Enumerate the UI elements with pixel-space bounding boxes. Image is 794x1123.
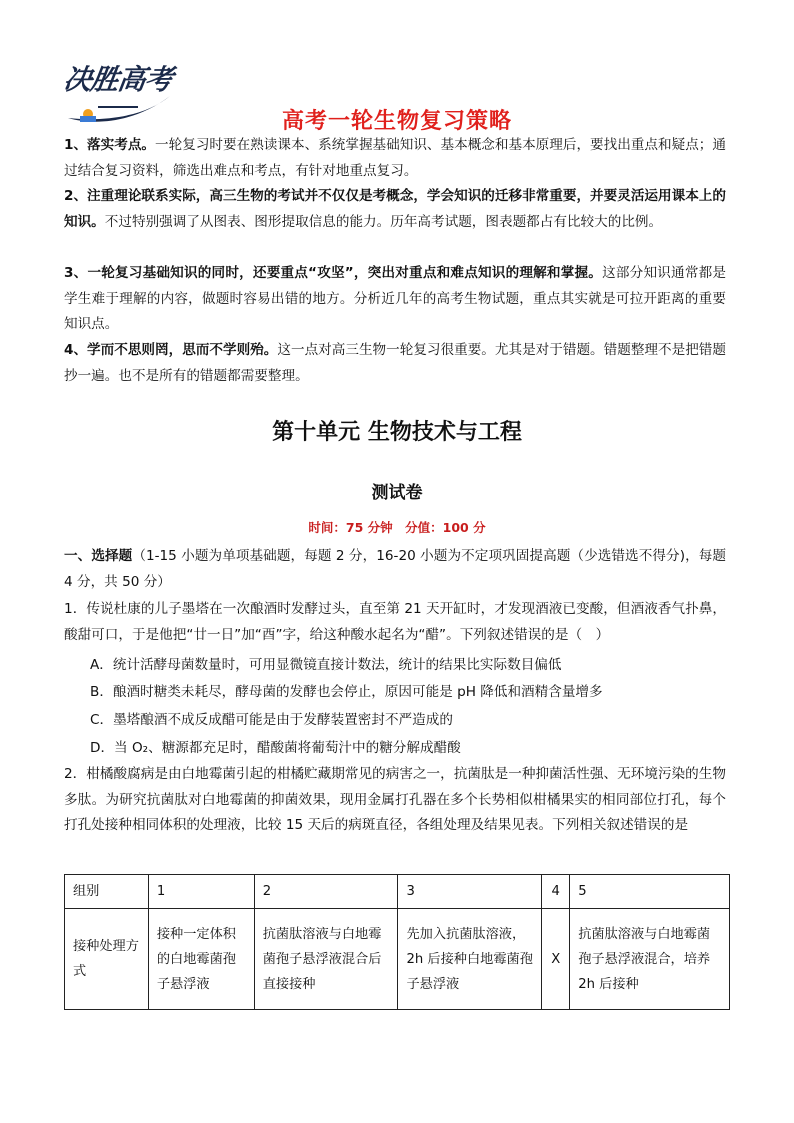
table-cell: 5 xyxy=(570,875,730,909)
table-cell: 先加入抗菌肽溶液，2h 后接种白地霉菌孢子悬浮液 xyxy=(398,909,542,1010)
question-1-stem: 1．传说杜康的儿子墨塔在一次酿酒时发酵过头，直至第 21 天开缸时，才发现酒液已变酸，但酒液香气扑鼻，酸甜可口，于是他把“廿一日”加“酉”字，给这种酸水起名为“醋”。下列叙述错误的是（ ） xyxy=(64,601,726,643)
result-table xyxy=(64,874,730,1010)
strategy-item-text: 这部分知识通常都是学生难于理解的内容，做题时容易出错的地方。分析近几年的高考生物试题，重点其实就是可拉开距离的重要知识点。 xyxy=(64,265,726,332)
q1-option-c: C．墨塔酿酒不成反成醋可能是由于发酵装置密封不严造成的 xyxy=(90,712,453,728)
strategy-item-bold: 2、注重理论联系实际，高三生物的考试并不仅仅是考概念，学会知识的迁移非常重要，并要灵活运用课本上的知识。 xyxy=(64,188,726,230)
table-cell: 3 xyxy=(398,875,542,909)
unit-title: 第十单元 生物技术与工程 xyxy=(272,420,522,445)
table-cell: 2 xyxy=(254,875,398,909)
table-cell: 组别 xyxy=(65,875,149,909)
section-label: 一、选择题 xyxy=(64,548,133,564)
table-cell: 抗菌肽溶液与白地霉菌孢子悬浮液混合，培养 2h 后接种 xyxy=(570,909,730,1010)
paper-title: 测试卷 xyxy=(371,483,423,503)
q1-option-d: D．当 O₂、糖源都充足时，醋酸菌将葡萄汁中的糖分解成醋酸 xyxy=(90,740,461,756)
strategy-item-1 xyxy=(64,133,726,184)
table-cell: X xyxy=(542,909,570,1010)
section-1-header xyxy=(64,544,726,595)
table-row xyxy=(65,909,730,1010)
table-cell: 抗菌肽溶液与白地霉菌孢子悬浮液混合后直接接种 xyxy=(254,909,398,1010)
strategy-item-2 xyxy=(64,184,726,235)
strategy-item-3 xyxy=(64,261,726,338)
table-row xyxy=(65,875,730,909)
strategy-item-text: 不过特别强调了从图表、图形提取信息的能力。历年高考试题，图表题都占有比较大的比例。 xyxy=(104,213,663,230)
strategy-item-bold: 3、一轮复习基础知识的同时，还要重点“攻坚”，突出对重点和难点知识的理解和掌握。 xyxy=(64,265,603,281)
q1-option-b: B．酿酒时糖类未耗尽，酵母菌的发酵也会停止，原因可能是 pH 降低和酒精含量增多 xyxy=(90,684,603,700)
strategy-item-text: 一轮复习时要在熟读课本、系统掌握基础知识、基本概念和基本原理后，要找出重点和疑点；通过结合复习资料，筛选出难点和考点，有针对地重点复习。 xyxy=(64,137,726,179)
strategy-item-text: 这一点对高三生物一轮复习很重要。尤其是对于错题。错题整理不是把错题抄一遍。也不是所有的错题都需要整理。 xyxy=(64,342,726,384)
table-cell: 接种处理方式 xyxy=(65,909,149,1010)
logo-text: 决胜高考 xyxy=(61,63,175,96)
strategy-item-bold: 1、落实考点。 xyxy=(64,137,156,153)
table-cell: 接种一定体积的白地霉菌孢子悬浮液 xyxy=(148,909,254,1010)
strategy-item-4 xyxy=(64,338,726,389)
section-desc: （1-15 小题为单项基础题，每题 2 分，16-20 小题为不定项巩固提高题（少选错选不得分)，每题 4 分，共 50 分） xyxy=(64,548,726,590)
strategy-title: 高考一轮生物复习策略 xyxy=(281,109,512,134)
strategy-item-bold: 4、学而不思则罔，思而不学则殆。 xyxy=(64,342,278,358)
time-info: 时间：75 分钟 分值：100 分 xyxy=(308,520,486,535)
question-2-stem: 2．柑橘酸腐病是由白地霉菌引起的柑橘贮藏期常见的病害之一，抗菌肽是一种抑菌活性强、无环境污染的生物多肽。为研究抗菌肽对白地霉菌的抑菌效果，现用金属打孔器在多个长势相似柑橘果实的相同部位打孔，每个打孔处接种相同体积的处理液，比较 15 天后的病斑直径，各组处理及结果见表。下列相关叙述错误的是 xyxy=(64,766,726,833)
q1-option-a: A．统计活酵母菌数量时，可用显微镜直接计数法，统计的结果比实际数目偏低 xyxy=(90,657,562,673)
table-cell: 1 xyxy=(148,875,254,909)
table-cell: 4 xyxy=(542,875,570,909)
